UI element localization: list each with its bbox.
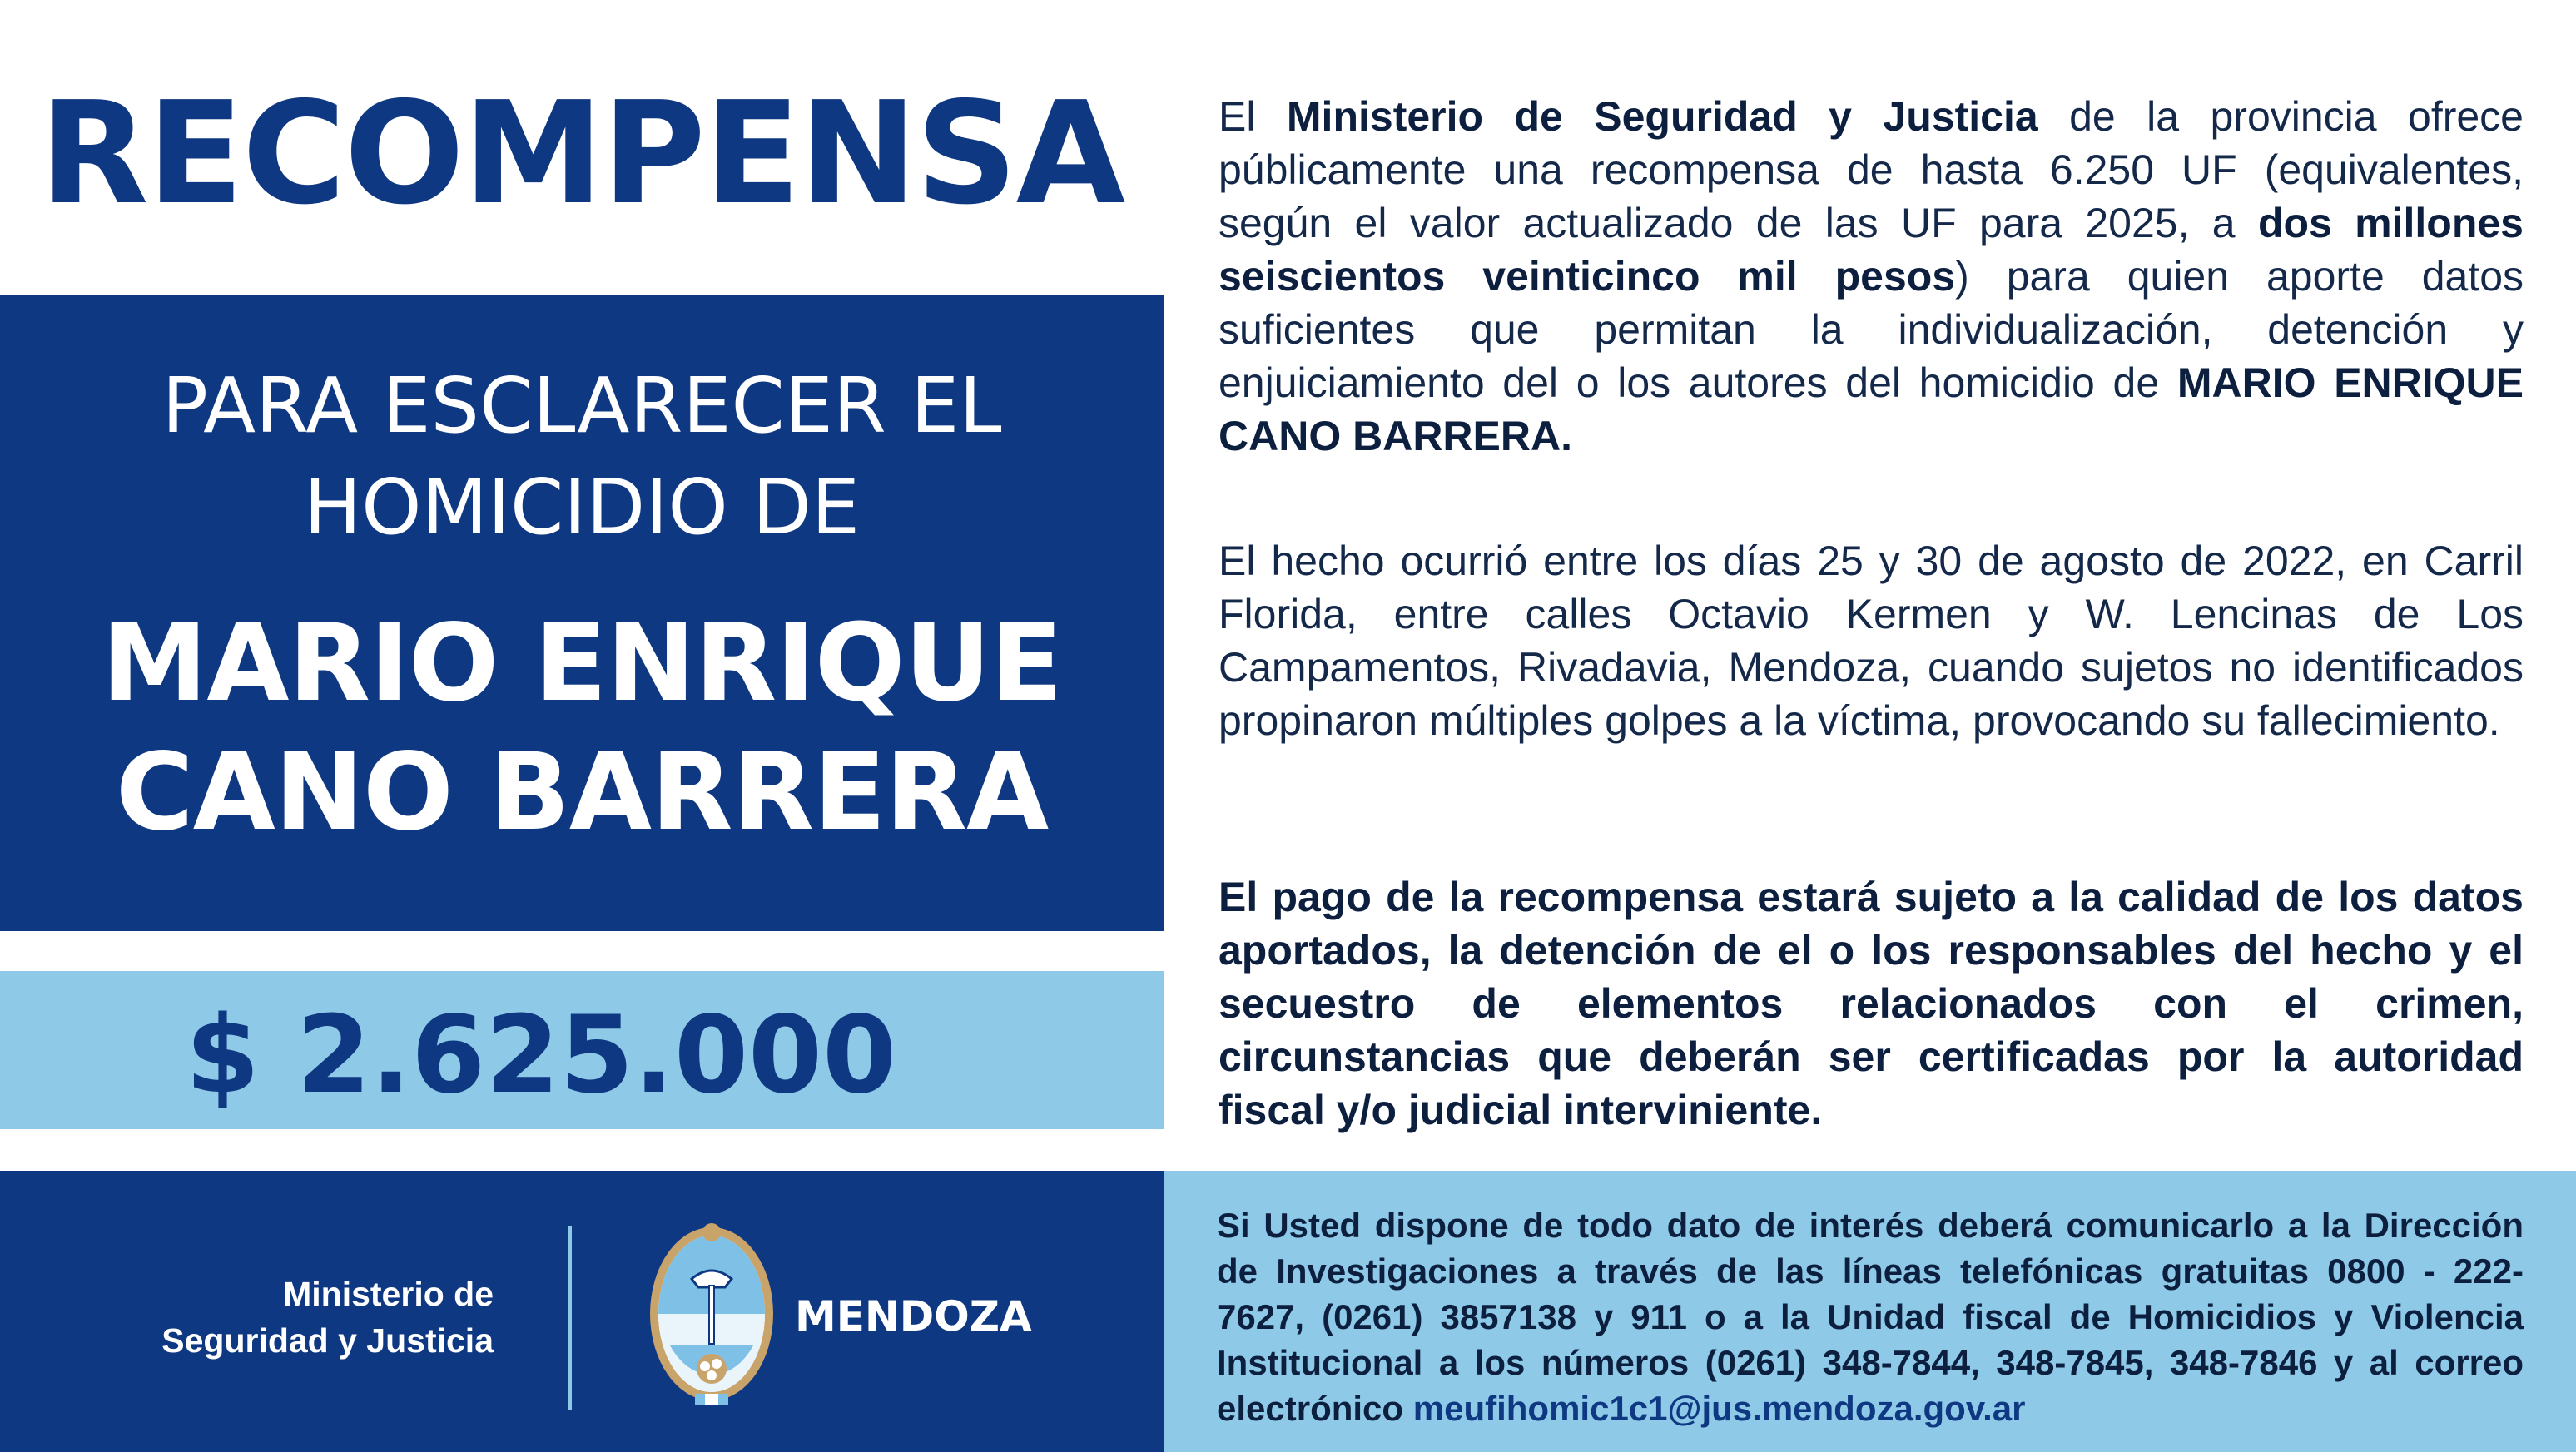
paragraph-offer-text-2: de la provincia ofrece públicamente una recompensa de hasta 6.250 UF (equivalentes, según el valor actualizado de las UF para 2025, a (1219, 93, 2524, 246)
paragraph-offer-ministry: Ministerio de Seguridad y Justicia (1286, 93, 2038, 140)
victim-name-line-2: CANO BARRERA (115, 731, 1049, 855)
contact-text (1217, 1202, 2524, 1431)
mendoza-coat-of-arms-icon (645, 1221, 778, 1412)
paragraph-offer-text-3: ) para quien aporte datos suficientes que permitan la individualización, detención y enjuiciamiento del o los autores del homicidio de (1219, 253, 2524, 406)
headline-line-1: PARA ESCLARECER EL (161, 361, 1002, 450)
victim-name-line-1: MARIO ENRIQUE (102, 602, 1062, 726)
headline-line-2: HOMICIDIO DE (303, 463, 861, 552)
paragraph-conditions: El pago de la recompensa estará sujeto a la calidad de los datos aportados, la detención de el o los responsables del hecho y el secuestro de elementos relacionados con el crimen, circunstancias que deberán ser certificadas por la autoridad fiscal y/o judicial interviniente. (1219, 874, 2524, 1133)
contact-email-link[interactable]: meufihomic1c1@jus.mendoza.gov.ar (1412, 1389, 2026, 1428)
footer-contact (1164, 1171, 2576, 1452)
footer-divider (568, 1226, 572, 1410)
paragraph-offer-text-1: El (1219, 93, 1287, 140)
paragraph-offer (1219, 90, 2524, 463)
province-name: MENDOZA (795, 1292, 1032, 1340)
amount-box (0, 971, 1164, 1129)
reward-amount: $ 2.625.000 (185, 994, 897, 1117)
headline-box (0, 295, 1164, 931)
contact-body: Si Usted dispone de todo dato de interés deberá comunicarlo a la Dirección de Investigaciones a través de las líneas telefónicas gratuitas 0800 - 222- 7627, (0261) 3857138 y 911 o a la Unidad fiscal de Homicidios y Violencia Institucional a los números (0261) 348-7844, 348-7845, 348-7846 y al correo electrónico (1217, 1206, 2524, 1428)
footer-branding (0, 1171, 1164, 1452)
ministry-line-2: Seguridad y Justicia (161, 1321, 494, 1360)
ministry-line-1: Ministerio de (283, 1275, 494, 1313)
ministry-name (161, 1271, 494, 1364)
paragraph-facts: El hecho ocurrió entre los días 25 y 30 de agosto de 2022, en Carril Florida, entre calles Octavio Kermen y W. Lencinas de Los Campamentos, Rivadavia, Mendoza, cuando sujetos no identificados propinaron múltiples golpes a la víctima, provocando su fallecimiento. (1219, 538, 2524, 744)
paragraph-offer-victim: MARIO ENRIQUE CANO BARRERA. (1219, 359, 2524, 459)
paragraph-offer-amount-words: dos millones seiscientos veinticinco mil pesos (1219, 200, 2524, 300)
page-title: RECOMPENSA (39, 72, 1124, 236)
